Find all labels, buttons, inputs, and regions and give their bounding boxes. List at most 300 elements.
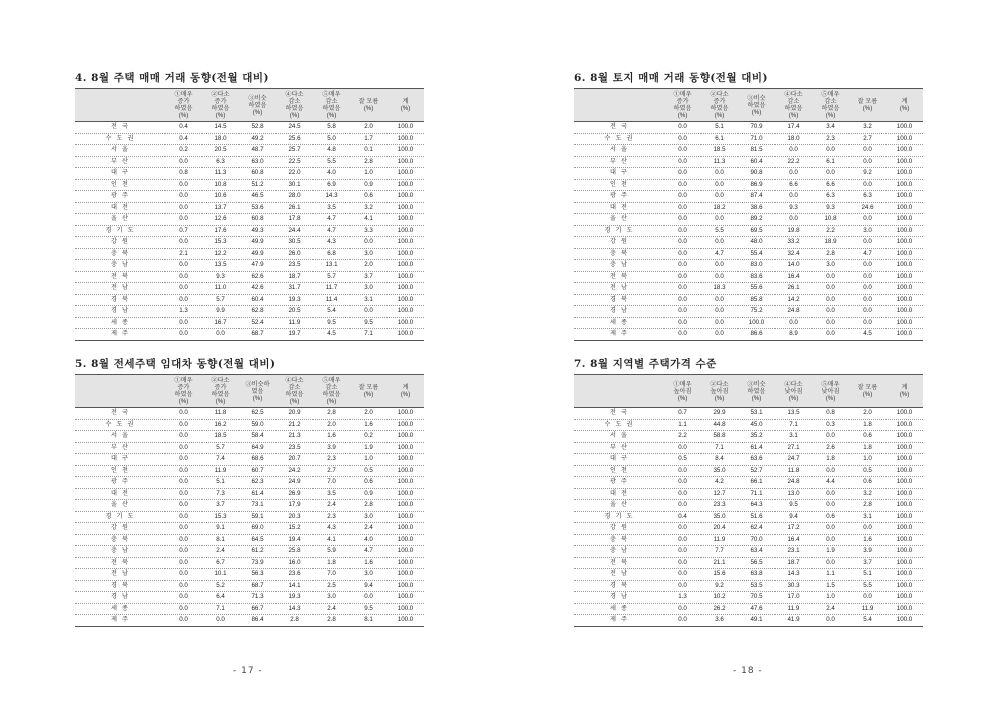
value-cell: 1.6 [849, 534, 886, 546]
table-row [574, 237, 923, 249]
value-cell: 3.9 [313, 442, 350, 454]
value-cell: 100.0 [387, 408, 424, 420]
value-cell: 0.0 [165, 214, 202, 226]
value-cell: 0.0 [775, 214, 812, 226]
value-cell: 71.1 [738, 488, 775, 500]
value-cell: 23.5 [276, 260, 313, 272]
column-header: 잘 모름 (%) [849, 375, 886, 408]
value-cell: 55.4 [738, 248, 775, 260]
table-row [75, 329, 424, 341]
value-cell: 5.8 [313, 122, 350, 134]
value-cell: 22.2 [775, 156, 812, 168]
value-cell: 53.1 [738, 408, 775, 420]
value-cell: 24.8 [775, 306, 812, 318]
value-cell: 100.0 [886, 442, 923, 454]
value-cell: 0.0 [701, 306, 738, 318]
value-cell: 100.0 [886, 260, 923, 272]
value-cell: 100.0 [387, 477, 424, 489]
value-cell: 3.0 [350, 248, 387, 260]
value-cell: 69.0 [239, 523, 276, 535]
value-cell: 0.0 [350, 306, 387, 318]
value-cell: 60.4 [738, 156, 775, 168]
value-cell: 52.4 [239, 317, 276, 329]
region-cell: 수도권 [75, 133, 165, 145]
table-row [75, 237, 424, 249]
table-row [574, 260, 923, 272]
column-header: ④다소 낮아짐 (%) [775, 375, 812, 408]
table-row [574, 431, 923, 443]
value-cell: 0.0 [812, 145, 849, 157]
value-cell: 9.2 [701, 580, 738, 592]
value-cell: 66.7 [239, 603, 276, 615]
value-cell: 0.6 [350, 191, 387, 203]
value-cell: 14.3 [313, 191, 350, 203]
table-row [75, 122, 424, 134]
value-cell: 16.4 [775, 534, 812, 546]
value-cell: 2.8 [812, 248, 849, 260]
value-cell: 0.0 [664, 260, 701, 272]
value-cell: 100.0 [886, 603, 923, 615]
value-cell: 0.0 [812, 615, 849, 627]
value-cell: 9.2 [849, 168, 886, 180]
value-cell: 6.3 [849, 191, 886, 203]
value-cell: 0.0 [664, 317, 701, 329]
value-cell: 71.0 [738, 133, 775, 145]
value-cell: 0.0 [165, 534, 202, 546]
value-cell: 11.7 [313, 283, 350, 295]
value-cell: 0.0 [812, 488, 849, 500]
table-row [574, 592, 923, 604]
value-cell: 62.5 [239, 408, 276, 420]
value-cell: 2.4 [202, 546, 239, 558]
value-cell: 0.7 [664, 408, 701, 420]
value-cell: 9.3 [775, 202, 812, 214]
value-cell: 70.9 [738, 122, 775, 134]
table-row [574, 465, 923, 477]
column-header: ④다소 감소 하였음 (%) [276, 375, 313, 408]
table-row [75, 225, 424, 237]
value-cell: 0.2 [350, 431, 387, 443]
value-cell: 33.2 [775, 237, 812, 249]
value-cell: 7.3 [202, 488, 239, 500]
value-cell: 2.8 [276, 615, 313, 627]
column-header: ③비슷 하였음 (%) [738, 375, 775, 408]
value-cell: 62.3 [239, 477, 276, 489]
region-cell: 수도권 [574, 133, 664, 145]
value-cell: 100.0 [387, 317, 424, 329]
column-header: ③비슷 하였음 (%) [738, 89, 775, 122]
value-cell: 100.0 [387, 294, 424, 306]
value-cell: 51.2 [239, 179, 276, 191]
value-cell: 11.8 [775, 465, 812, 477]
value-cell: 100.0 [886, 454, 923, 466]
value-cell: 60.7 [239, 465, 276, 477]
value-cell: 0.0 [664, 442, 701, 454]
value-cell: 2.8 [350, 156, 387, 168]
value-cell: 0.0 [775, 317, 812, 329]
value-cell: 14.1 [276, 580, 313, 592]
value-cell: 100.0 [387, 454, 424, 466]
table-row [574, 546, 923, 558]
value-cell: 15.2 [276, 523, 313, 535]
value-cell: 100.0 [387, 133, 424, 145]
value-cell: 18.7 [276, 271, 313, 283]
header-region [574, 89, 664, 122]
value-cell: 1.8 [849, 442, 886, 454]
value-cell: 6.6 [812, 179, 849, 191]
table-row [75, 248, 424, 260]
value-cell: 0.0 [849, 271, 886, 283]
value-cell: 61.4 [239, 488, 276, 500]
value-cell: 1.8 [849, 419, 886, 431]
region-cell: 충남 [574, 260, 664, 272]
value-cell: 0.0 [165, 156, 202, 168]
value-cell: 100.0 [886, 569, 923, 581]
value-cell: 5.5 [313, 156, 350, 168]
value-cell: 11.9 [202, 465, 239, 477]
value-cell: 25.6 [276, 133, 313, 145]
table-row [574, 500, 923, 512]
value-cell: 9.3 [202, 271, 239, 283]
value-cell: 2.0 [313, 419, 350, 431]
value-cell: 0.0 [812, 329, 849, 341]
value-cell: 2.0 [350, 122, 387, 134]
value-cell: 21.1 [701, 557, 738, 569]
value-cell: 1.6 [313, 431, 350, 443]
value-cell: 3.2 [849, 122, 886, 134]
value-cell: 11.3 [701, 156, 738, 168]
column-header: 계 (%) [387, 375, 424, 408]
header-region [574, 375, 664, 408]
table-header-row [75, 89, 424, 122]
value-cell: 100.0 [387, 214, 424, 226]
region-cell: 경북 [574, 294, 664, 306]
value-cell: 0.0 [664, 306, 701, 318]
table-row [574, 248, 923, 260]
region-cell: 충북 [75, 534, 165, 546]
value-cell: 0.0 [812, 465, 849, 477]
value-cell: 100.0 [886, 546, 923, 558]
value-cell: 23.6 [276, 569, 313, 581]
value-cell: 0.0 [165, 592, 202, 604]
value-cell: 100.0 [387, 329, 424, 341]
value-cell: 3.0 [350, 283, 387, 295]
value-cell: 18.5 [202, 431, 239, 443]
region-cell: 전북 [574, 271, 664, 283]
region-cell: 세종 [574, 603, 664, 615]
value-cell: 61.2 [239, 546, 276, 558]
value-cell: 10.1 [202, 569, 239, 581]
value-cell: 0.0 [165, 191, 202, 203]
value-cell: 51.6 [738, 511, 775, 523]
table-row [75, 179, 424, 191]
value-cell: 56.3 [239, 569, 276, 581]
region-cell: 대구 [574, 168, 664, 180]
value-cell: 100.0 [387, 580, 424, 592]
value-cell: 10.8 [202, 179, 239, 191]
value-cell: 100.0 [387, 191, 424, 203]
value-cell: 3.2 [849, 488, 886, 500]
header-region [75, 375, 165, 408]
table-housing-sales [75, 88, 424, 341]
region-cell: 수도권 [574, 419, 664, 431]
value-cell: 8.9 [775, 329, 812, 341]
value-cell: 0.0 [165, 237, 202, 249]
value-cell: 11.9 [849, 603, 886, 615]
value-cell: 24.5 [276, 122, 313, 134]
value-cell: 100.0 [387, 442, 424, 454]
value-cell: 2.4 [313, 500, 350, 512]
region-cell: 전남 [75, 569, 165, 581]
value-cell: 90.8 [738, 168, 775, 180]
table-regional-price-level [574, 374, 923, 627]
table-row [574, 317, 923, 329]
value-cell: 17.4 [775, 122, 812, 134]
table-row [574, 225, 923, 237]
value-cell: 49.1 [738, 615, 775, 627]
table-row [75, 477, 424, 489]
value-cell: 4.7 [701, 248, 738, 260]
table-row [574, 271, 923, 283]
region-cell: 세종 [75, 317, 165, 329]
value-cell: 1.9 [812, 546, 849, 558]
value-cell: 22.5 [276, 156, 313, 168]
value-cell: 100.0 [387, 615, 424, 627]
value-cell: 75.2 [738, 306, 775, 318]
value-cell: 0.0 [165, 603, 202, 615]
value-cell: 0.0 [775, 168, 812, 180]
region-cell: 서울 [574, 145, 664, 157]
value-cell: 4.2 [701, 477, 738, 489]
table-row [574, 534, 923, 546]
value-cell: 0.0 [664, 168, 701, 180]
value-cell: 30.1 [276, 179, 313, 191]
value-cell: 0.0 [701, 329, 738, 341]
region-cell: 광주 [574, 477, 664, 489]
value-cell: 100.0 [886, 133, 923, 145]
value-cell: 4.0 [350, 534, 387, 546]
value-cell: 0.4 [165, 122, 202, 134]
value-cell: 0.2 [165, 145, 202, 157]
value-cell: 0.0 [350, 592, 387, 604]
value-cell: 100.0 [886, 202, 923, 214]
value-cell: 0.0 [664, 329, 701, 341]
value-cell: 5.1 [701, 122, 738, 134]
value-cell: 3.7 [849, 557, 886, 569]
value-cell: 85.8 [738, 294, 775, 306]
value-cell: 16.7 [202, 317, 239, 329]
value-cell: 23.5 [276, 442, 313, 454]
table-row [75, 454, 424, 466]
value-cell: 19.7 [276, 329, 313, 341]
value-cell: 86.9 [738, 179, 775, 191]
value-cell: 20.9 [276, 408, 313, 420]
value-cell: 48.7 [239, 145, 276, 157]
value-cell: 0.0 [664, 477, 701, 489]
value-cell: 1.6 [350, 419, 387, 431]
value-cell: 4.5 [313, 329, 350, 341]
value-cell: 23.1 [775, 546, 812, 558]
value-cell: 16.0 [276, 557, 313, 569]
value-cell: 0.0 [849, 179, 886, 191]
region-cell: 전북 [574, 557, 664, 569]
value-cell: 100.0 [387, 122, 424, 134]
table-row [574, 306, 923, 318]
value-cell: 63.6 [738, 454, 775, 466]
value-cell: 100.0 [387, 534, 424, 546]
value-cell: 35.0 [701, 465, 738, 477]
value-cell: 100.0 [387, 202, 424, 214]
value-cell: 69.5 [738, 225, 775, 237]
table-row [574, 603, 923, 615]
region-cell: 부산 [574, 156, 664, 168]
value-cell: 60.8 [239, 214, 276, 226]
value-cell: 83.0 [738, 260, 775, 272]
value-cell: 3.0 [812, 260, 849, 272]
region-cell: 인천 [574, 465, 664, 477]
table-row [574, 283, 923, 295]
region-cell: 제주 [574, 329, 664, 341]
value-cell: 0.0 [664, 523, 701, 535]
column-header: ⑤매우 감소 하였음 (%) [812, 89, 849, 122]
region-cell: 부산 [75, 156, 165, 168]
table-row [574, 615, 923, 627]
value-cell: 49.3 [239, 225, 276, 237]
region-cell: 전국 [574, 122, 664, 134]
value-cell: 0.0 [664, 179, 701, 191]
table-row [574, 419, 923, 431]
value-cell: 100.0 [886, 168, 923, 180]
value-cell: 0.0 [165, 477, 202, 489]
value-cell: 45.0 [738, 419, 775, 431]
value-cell: 0.0 [849, 260, 886, 272]
value-cell: 0.5 [350, 465, 387, 477]
value-cell: 0.0 [165, 488, 202, 500]
table-row [75, 408, 424, 420]
value-cell: 0.0 [165, 465, 202, 477]
table-row [75, 488, 424, 500]
value-cell: 10.6 [202, 191, 239, 203]
value-cell: 13.5 [202, 260, 239, 272]
region-cell: 경기도 [75, 511, 165, 523]
region-cell: 제주 [75, 615, 165, 627]
value-cell: 0.0 [165, 546, 202, 558]
value-cell: 2.2 [664, 431, 701, 443]
table-row [574, 329, 923, 341]
value-cell: 26.9 [276, 488, 313, 500]
value-cell: 24.6 [849, 202, 886, 214]
value-cell: 0.0 [202, 615, 239, 627]
value-cell: 7.1 [775, 419, 812, 431]
column-header: ③비슷 하였음 (%) [239, 89, 276, 122]
value-cell: 19.3 [276, 294, 313, 306]
region-cell: 울산 [574, 214, 664, 226]
value-cell: 2.2 [812, 225, 849, 237]
table-row [75, 156, 424, 168]
value-cell: 19.4 [276, 534, 313, 546]
region-cell: 경북 [75, 294, 165, 306]
value-cell: 0.0 [664, 133, 701, 145]
value-cell: 6.1 [701, 133, 738, 145]
value-cell: 2.8 [313, 615, 350, 627]
value-cell: 2.8 [849, 500, 886, 512]
value-cell: 11.0 [202, 283, 239, 295]
value-cell: 10.2 [701, 592, 738, 604]
value-cell: 18.0 [202, 133, 239, 145]
value-cell: 100.0 [886, 557, 923, 569]
value-cell: 6.3 [202, 156, 239, 168]
value-cell: 26.1 [775, 283, 812, 295]
value-cell: 56.5 [738, 557, 775, 569]
value-cell: 0.0 [664, 214, 701, 226]
value-cell: 17.2 [775, 523, 812, 535]
value-cell: 0.0 [165, 271, 202, 283]
value-cell: 4.7 [350, 546, 387, 558]
value-cell: 0.0 [849, 214, 886, 226]
value-cell: 8.1 [202, 534, 239, 546]
value-cell: 62.4 [738, 523, 775, 535]
value-cell: 18.3 [701, 283, 738, 295]
value-cell: 6.8 [313, 248, 350, 260]
value-cell: 5.1 [849, 569, 886, 581]
region-cell: 인천 [574, 179, 664, 191]
value-cell: 18.9 [812, 237, 849, 249]
value-cell: 4.7 [849, 248, 886, 260]
value-cell: 0.0 [812, 306, 849, 318]
value-cell: 10.8 [812, 214, 849, 226]
value-cell: 100.0 [387, 306, 424, 318]
value-cell: 23.3 [701, 500, 738, 512]
column-header: ②다소 증가 하였음 (%) [701, 89, 738, 122]
value-cell: 2.4 [350, 523, 387, 535]
value-cell: 7.1 [202, 603, 239, 615]
value-cell: 61.4 [738, 442, 775, 454]
value-cell: 100.0 [886, 122, 923, 134]
value-cell: 6.9 [313, 179, 350, 191]
value-cell: 9.9 [202, 306, 239, 318]
page-number-left: - 17 - [233, 666, 263, 676]
value-cell: 0.0 [664, 248, 701, 260]
header-region [75, 89, 165, 122]
value-cell: 19.3 [276, 592, 313, 604]
value-cell: 9.5 [313, 317, 350, 329]
value-cell: 20.3 [276, 511, 313, 523]
value-cell: 35.2 [738, 431, 775, 443]
value-cell: 100.0 [387, 419, 424, 431]
value-cell: 0.6 [849, 431, 886, 443]
value-cell: 2.8 [350, 500, 387, 512]
value-cell: 28.0 [276, 191, 313, 203]
value-cell: 24.2 [276, 465, 313, 477]
value-cell: 0.7 [165, 225, 202, 237]
region-cell: 강원 [574, 523, 664, 535]
value-cell: 0.4 [165, 133, 202, 145]
value-cell: 9.5 [775, 500, 812, 512]
value-cell: 0.0 [664, 580, 701, 592]
value-cell: 6.3 [812, 191, 849, 203]
region-cell: 경북 [574, 580, 664, 592]
value-cell: 46.5 [239, 191, 276, 203]
value-cell: 66.1 [738, 477, 775, 489]
region-cell: 대구 [574, 454, 664, 466]
value-cell: 25.7 [276, 145, 313, 157]
value-cell: 55.6 [738, 283, 775, 295]
value-cell: 86.6 [738, 329, 775, 341]
value-cell: 0.0 [664, 557, 701, 569]
value-cell: 100.0 [738, 317, 775, 329]
value-cell: 22.0 [276, 168, 313, 180]
region-cell: 충남 [75, 260, 165, 272]
